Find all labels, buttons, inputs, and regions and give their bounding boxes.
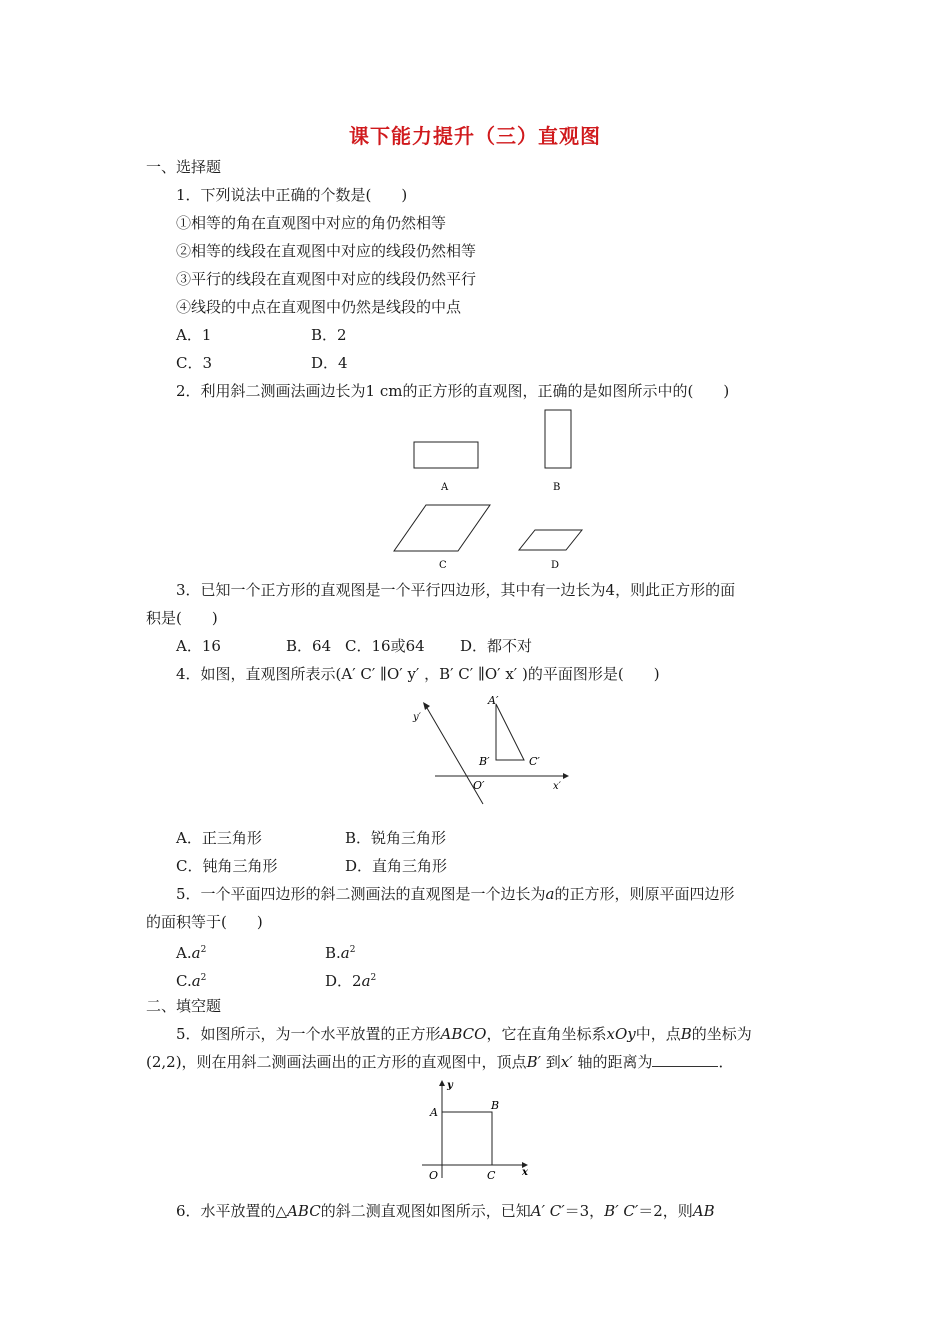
section-heading-fill: 二、填空题	[146, 997, 222, 1015]
q3-stem-line1: 3．已知一个正方形的直观图是一个平行四边形，其中有一边长为4，则此正方形的面	[176, 581, 736, 599]
q2-shape-c	[394, 505, 490, 551]
page-title: 课下能力提升（三）直观图	[349, 124, 601, 148]
q5a-option-a: $A.a^2$	[176, 944, 207, 962]
q1-stem: 1．下列说法中正确的个数是( )	[176, 186, 408, 204]
q2-label-d: D	[551, 560, 560, 571]
q3-stem-line2: 积是( )	[146, 609, 218, 627]
q1-option-a: A．1	[176, 326, 212, 344]
q4-label-x: x′	[553, 781, 561, 792]
q3-option-d: D．都不对	[460, 637, 533, 655]
q2-figure	[380, 400, 600, 580]
q2-shape-d	[519, 530, 582, 550]
section-heading-choice: 一、选择题	[146, 158, 222, 176]
q4-label-y: y′	[413, 712, 421, 723]
q4-label-b: B′	[479, 755, 490, 768]
answer-blank[interactable]	[652, 1052, 718, 1067]
q5a-stem-line2: 的面积等于( )	[146, 913, 263, 931]
q1-option-d: D．4	[311, 354, 348, 372]
q5a-stem-line1: 5．一个平面四边形的斜二测画法的直观图是一个边长为a的正方形，则原平面四边形	[176, 885, 735, 903]
q5b-y-arrow	[439, 1080, 445, 1086]
q4-figure	[405, 686, 580, 816]
q5a-option-d: D．$2a^2$	[325, 972, 377, 990]
q5b-label-o: O	[429, 1169, 439, 1182]
q3-option-c: C．16或64	[345, 637, 425, 655]
q4-stem: 4．如图，直观图所表示(A′ C′ ∥O′ y′ ，B′ C′ ∥O′ x′ )的平面图形是( )	[176, 665, 660, 683]
q5b-label-y: y	[447, 1080, 453, 1091]
q5b-stem-line1: 5．如图所示，为一个水平放置的正方形ABCO，它在直角坐标系xOy中，点B的坐标为	[176, 1025, 752, 1043]
q2-shape-a	[414, 442, 478, 468]
q2-label-c: C	[439, 560, 447, 571]
q4-label-a: A′	[488, 694, 499, 707]
q1-option-c: C．3	[176, 354, 213, 372]
q4-x-arrow	[563, 773, 569, 779]
q2-stem: 2．利用斜二测画法画边长为1 cm的正方形的直观图，正确的是如图所示中的( )	[176, 382, 730, 400]
q5b-label-a: A	[430, 1106, 438, 1119]
q6-stem: 6．水平放置的△ABC的斜二测直观图如图所示，已知A′ C′＝3，B′ C′＝2，则AB	[176, 1202, 715, 1220]
q4-option-a: A．正三角形	[176, 829, 262, 847]
q1-item-1: ①相等的角在直观图中对应的角仍然相等	[176, 214, 447, 232]
q5a-option-c: $C.a^2$	[176, 972, 207, 990]
q1-item-4: ④线段的中点在直观图中仍然是线段的中点	[176, 298, 462, 316]
q3-option-a: A．16	[176, 637, 221, 655]
q2-shape-b	[545, 410, 571, 468]
q4-label-o: O′	[473, 779, 485, 792]
q4-option-b: B．锐角三角形	[345, 829, 447, 847]
q4-option-c: C．钝角三角形	[176, 857, 278, 875]
q4-label-c: C′	[529, 755, 540, 768]
q5b-stem-line2: (2,2)，则在用斜二测画法画出的正方形的直观图中，顶点B′ 到x′ 轴的距离为 ．	[146, 1053, 734, 1071]
q1-item-3: ③平行的线段在直观图中对应的线段仍然平行	[176, 270, 477, 288]
q5b-figure	[418, 1074, 538, 1184]
q5b-label-c: C	[487, 1169, 496, 1182]
q5b-label-x: x	[522, 1167, 528, 1178]
q2-label-b: B	[553, 482, 561, 493]
q5b-square	[442, 1112, 492, 1165]
q3-option-b: B．64	[286, 637, 332, 655]
q2-label-a: A	[441, 482, 449, 493]
q5a-option-b: $B.a^2$	[325, 944, 356, 962]
q4-y-arrow	[423, 702, 430, 710]
q5b-label-b: B	[491, 1099, 500, 1112]
q1-option-b: B．2	[311, 326, 347, 344]
q1-item-2: ②相等的线段在直观图中对应的线段仍然相等	[176, 242, 477, 260]
q4-triangle	[496, 704, 524, 760]
q4-option-d: D．直角三角形	[345, 857, 448, 875]
